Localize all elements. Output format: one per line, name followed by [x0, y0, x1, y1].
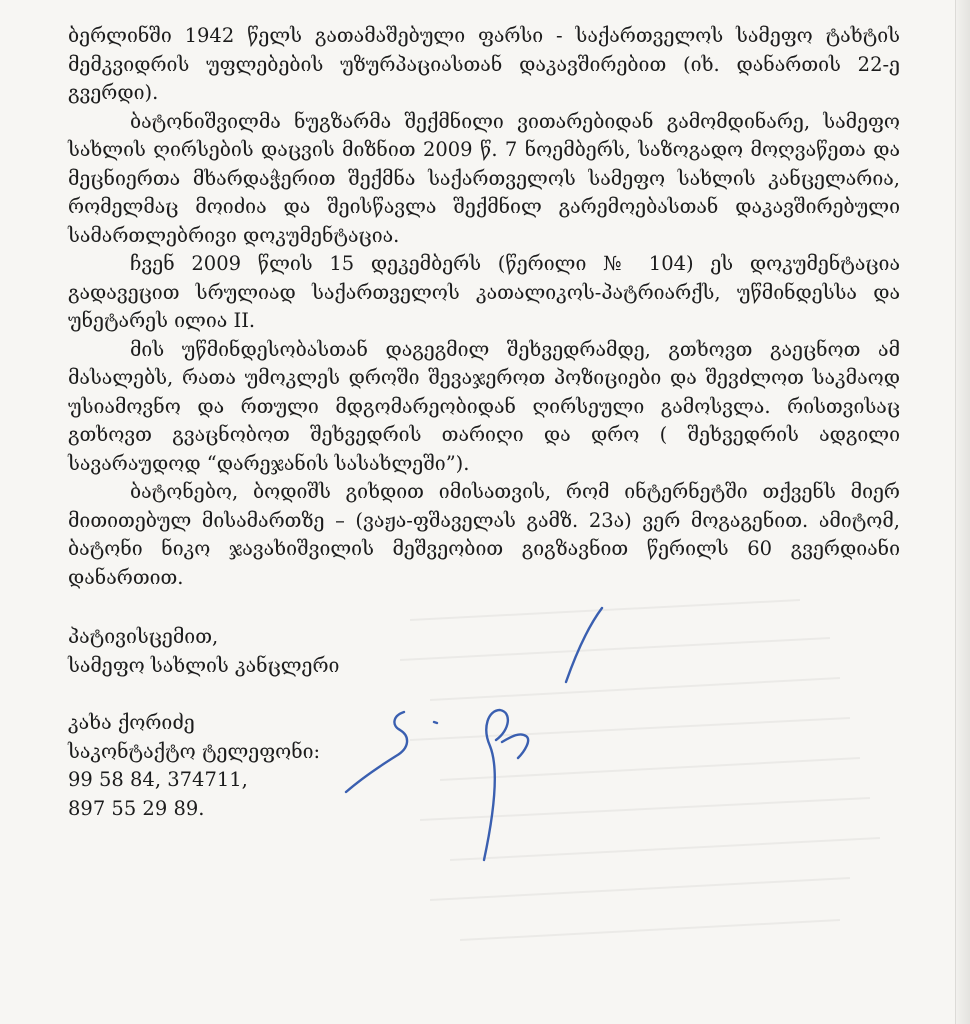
signature-stroke-3: [434, 722, 437, 723]
paragraph-3: ჩვენ 2009 წლის 15 დეკემბერს (წერილი № 104) ეს დოკუმენტაცია გადავეცით სრულიად საქართველოს კათალიკოს-პატრიარქს, უწმინდესსა და უნეტარეს ილია II.: [68, 252, 900, 332]
closing-regards: პატივისცემით,: [68, 625, 219, 648]
phone-numbers-2: 897 55 29 89.: [68, 796, 205, 820]
closing-block: [68, 623, 339, 680]
page-edge: [955, 0, 970, 1024]
letter-body: [68, 22, 900, 592]
signature-stroke-5: [502, 734, 528, 758]
signature-stroke-4: [484, 710, 508, 860]
sender-name: კახა ქორიძე: [68, 711, 195, 734]
phone-numbers-1: 99 58 84, 374711,: [68, 768, 248, 791]
signature-stroke-1: [566, 608, 602, 682]
paragraph-1: ბერლინში 1942 წელს გათამაშებული ფარსი - საქართველოს სამეფო ტახტის მემკვიდრის უფლებების უზურპაციასთან დაკავშირებით (იხ. დანართის 22-ე გვერდი).: [68, 24, 900, 104]
paragraph-2: ბატონიშვილმა ნუგზარმა შექმნილი ვითარებიდან გამომდინარე, სამეფო სახლის ღირსების დაცვის მიზნით 2009 წ. 7 ნოემბერს, საზოგადო მოღვაწეთა და მეცნიერთა მხარდაჭერით შექმნა საქართველოს სამეფო სახლის კანცელარია, რომელმაც მოიძია და შეისწავლა შექმნილ გარემოებასთან დაკავშირებული სამართლებრივი დოკუმენტაცია.: [68, 109, 900, 247]
phone-label: საკონტაქტო ტელეფონი:: [68, 739, 321, 763]
paragraph-4: მის უწმინდესობასთან დაგეგმილ შეხვედრამდე, გთხოვთ გაეცნოთ ამ მასალებს, რათა უმოკლეს დროში შევაჯეროთ პოზიციები და შევძლოთ საკმაოდ უსიამოვნო და რთული მდგომარეობიდან ღირსეული გამოსვლა. რისთვისაც გთხოვთ გვაცნობოთ შეხვედრის თარიღი და დრო ( შეხვედრის ადგილი სავარაუდოდ “დარეჯანის სასახლეში”).: [68, 337, 900, 475]
signature-stroke-2: [346, 712, 407, 792]
contact-block: [68, 709, 320, 823]
handwritten-signature: [300, 590, 620, 880]
paragraph-5: ბატონებო, ბოდიშს გიხდით იმისათვის, რომ ინტერნეტში თქვენს მიერ მითითებულ მისამართზე – (ვაჟა-ფშაველას გამზ. 23ა) ვერ მოგაგენით. ამიტომ, ბატონი ნიკო ჯავახიშვილის მეშვეობით გიგზავნით წერილს 60 გვერდიანი დანართით.: [68, 480, 900, 589]
sender-position: სამეფო სახლის კანცლერი: [68, 653, 340, 677]
